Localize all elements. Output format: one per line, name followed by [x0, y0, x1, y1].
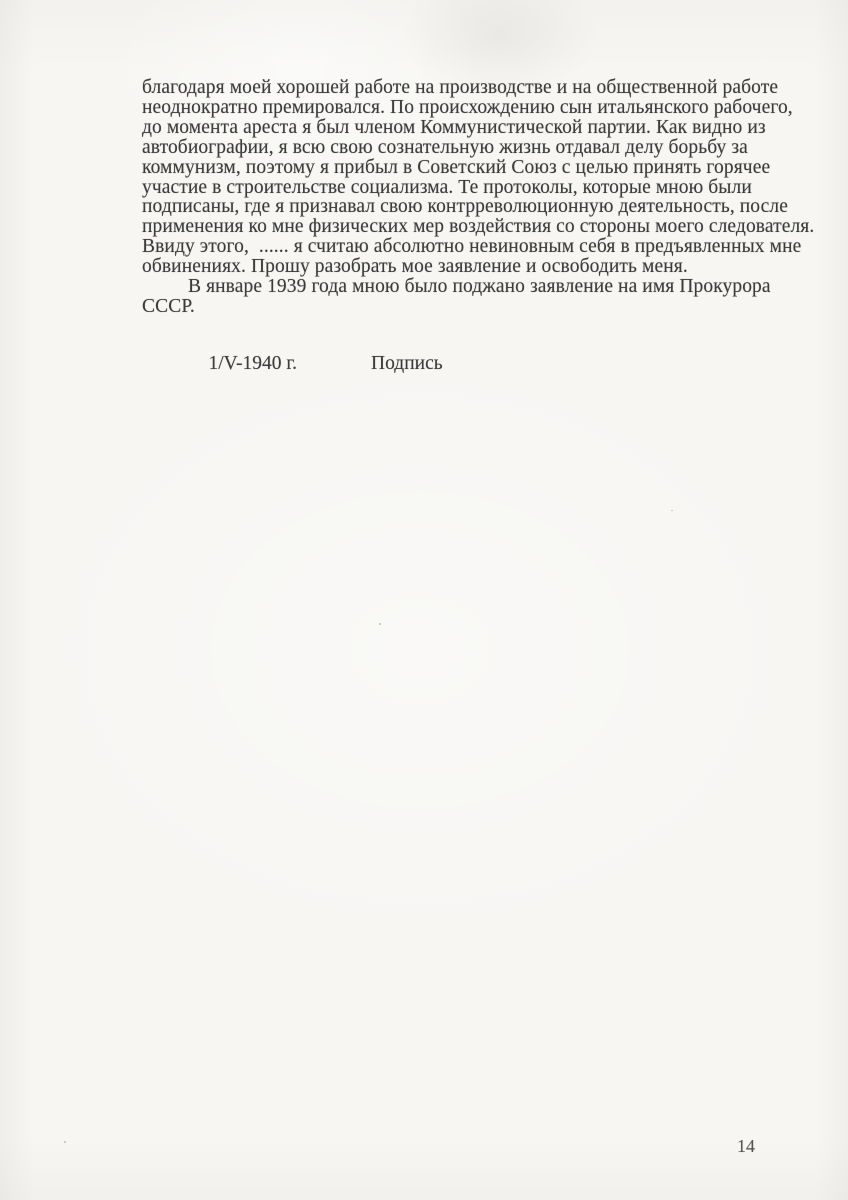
text-line: коммунизм, поэтому я прибыл в Советский Союз с целью принять горячее	[142, 156, 771, 178]
page-number: 14	[737, 1136, 755, 1156]
text-line: обвинениях. Прошу разобрать мое заявление и освободить меня.	[142, 256, 688, 278]
text-line: до момента ареста я был членом Коммунистической партии. Как видно из	[142, 116, 766, 138]
text-line: подписаны, где я признавал свою контрреволюционную деятельность, после	[142, 196, 788, 218]
signature-label: Подпись	[371, 353, 443, 374]
text-line: благодаря моей хорошей работе на производстве и на общественной работе	[142, 77, 779, 98]
document-body	[142, 78, 832, 317]
scan-speck	[671, 510, 673, 511]
text-line-paragraph-start: В январе 1939 года мною было поджано заявление на имя Прокурора	[188, 276, 771, 298]
scan-speck	[379, 623, 381, 625]
date-signature-row	[189, 334, 443, 394]
text-line: участие в строительстве социализма. Те протоколы, которые мною были	[142, 176, 752, 198]
text-line: автобиографии, я всю свою сознательную жизнь отдавал делу борьбу за	[142, 136, 748, 158]
text-line: СССР.	[142, 295, 195, 317]
scan-speck	[64, 1141, 66, 1143]
date-text: 1/V-1940 г.	[208, 353, 298, 374]
text-line: Ввиду этого, ...... я считаю абсолютно невиновным себя в предъявленных мне	[142, 236, 802, 258]
text-line: применения ко мне физических мер воздействия со стороны моего следователя.	[142, 216, 815, 238]
text-line: неоднократно премировался. По происхождению сын итальянского рабочего,	[142, 96, 793, 118]
